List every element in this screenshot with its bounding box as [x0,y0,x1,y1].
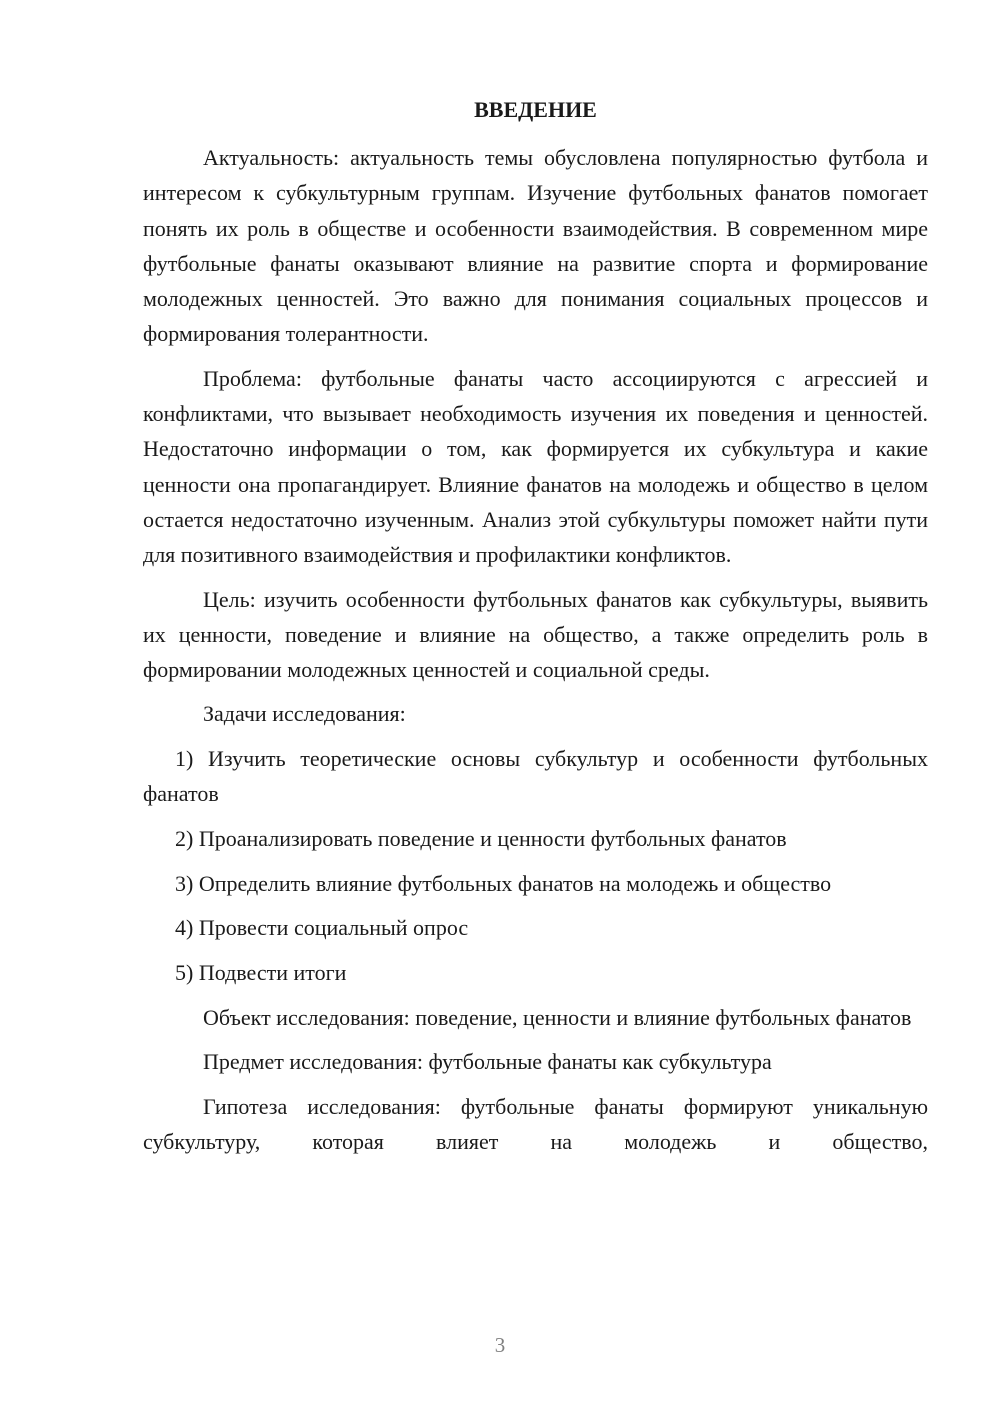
paragraph-relevance: Актуальность: актуальность темы обусловлена популярностью футбола и интересом к субкультурным группам. Изучение футбольных фанатов помогает понять их роль в обществе и особенности взаимодействия. В современном мире футбольные фанаты оказывают влияние на развитие спорта и формирование молодежных ценностей. Это важно для понимания социальных процессов и формирования толерантности. [143,145,928,347]
list-item: 1) Изучить теоретические основы субкультур и особенности футбольных фанатов [143,745,928,807]
paragraph-object: Объект исследования: поведение, ценности и влияние футбольных фанатов [203,1005,912,1031]
list-item: 5) Подвести итоги [175,960,347,986]
section-title: ВВЕДЕНИЕ [474,97,597,122]
document-page [143,92,928,1168]
list-item: 2) Проанализировать поведение и ценности футбольных фанатов [175,825,787,851]
tasks-list [143,741,928,991]
list-item: 4) Провести социальный опрос [175,915,469,941]
paragraph-tasks-heading: Задачи исследования: [203,701,406,727]
list-item: 3) Определить влияние футбольных фанатов на молодежь и общество [175,870,832,896]
paragraph-hypothesis: Гипотеза исследования: футбольные фанаты формируют уникальную субкультуру, которая влияет на молодежь и общество, [143,1093,928,1154]
paragraph-problem: Проблема: футбольные фанаты часто ассоциируются с агрессией и конфликтами, что вызывает необходимость изучения их поведения и ценностей. Недостаточно информации о том, как формируется их субкультура и какие ценности она пропагандирует. Влияние фанатов на молодежь и общество в целом остается недостаточно изученным. Анализ этой субкультуры поможет найти пути для позитивного взаимодействия и профилактики конфликтов. [143,365,928,568]
paragraph-goal: Цель: изучить особенности футбольных фанатов как субкультуры, выявить их ценности, поведение и влияние на общество, а также определить роль в формировании молодежных ценностей и социальной среды. [143,586,928,683]
page-number: 3 [494,1333,506,1357]
paragraph-subject: Предмет исследования: футбольные фанаты как субкультура [203,1049,772,1075]
